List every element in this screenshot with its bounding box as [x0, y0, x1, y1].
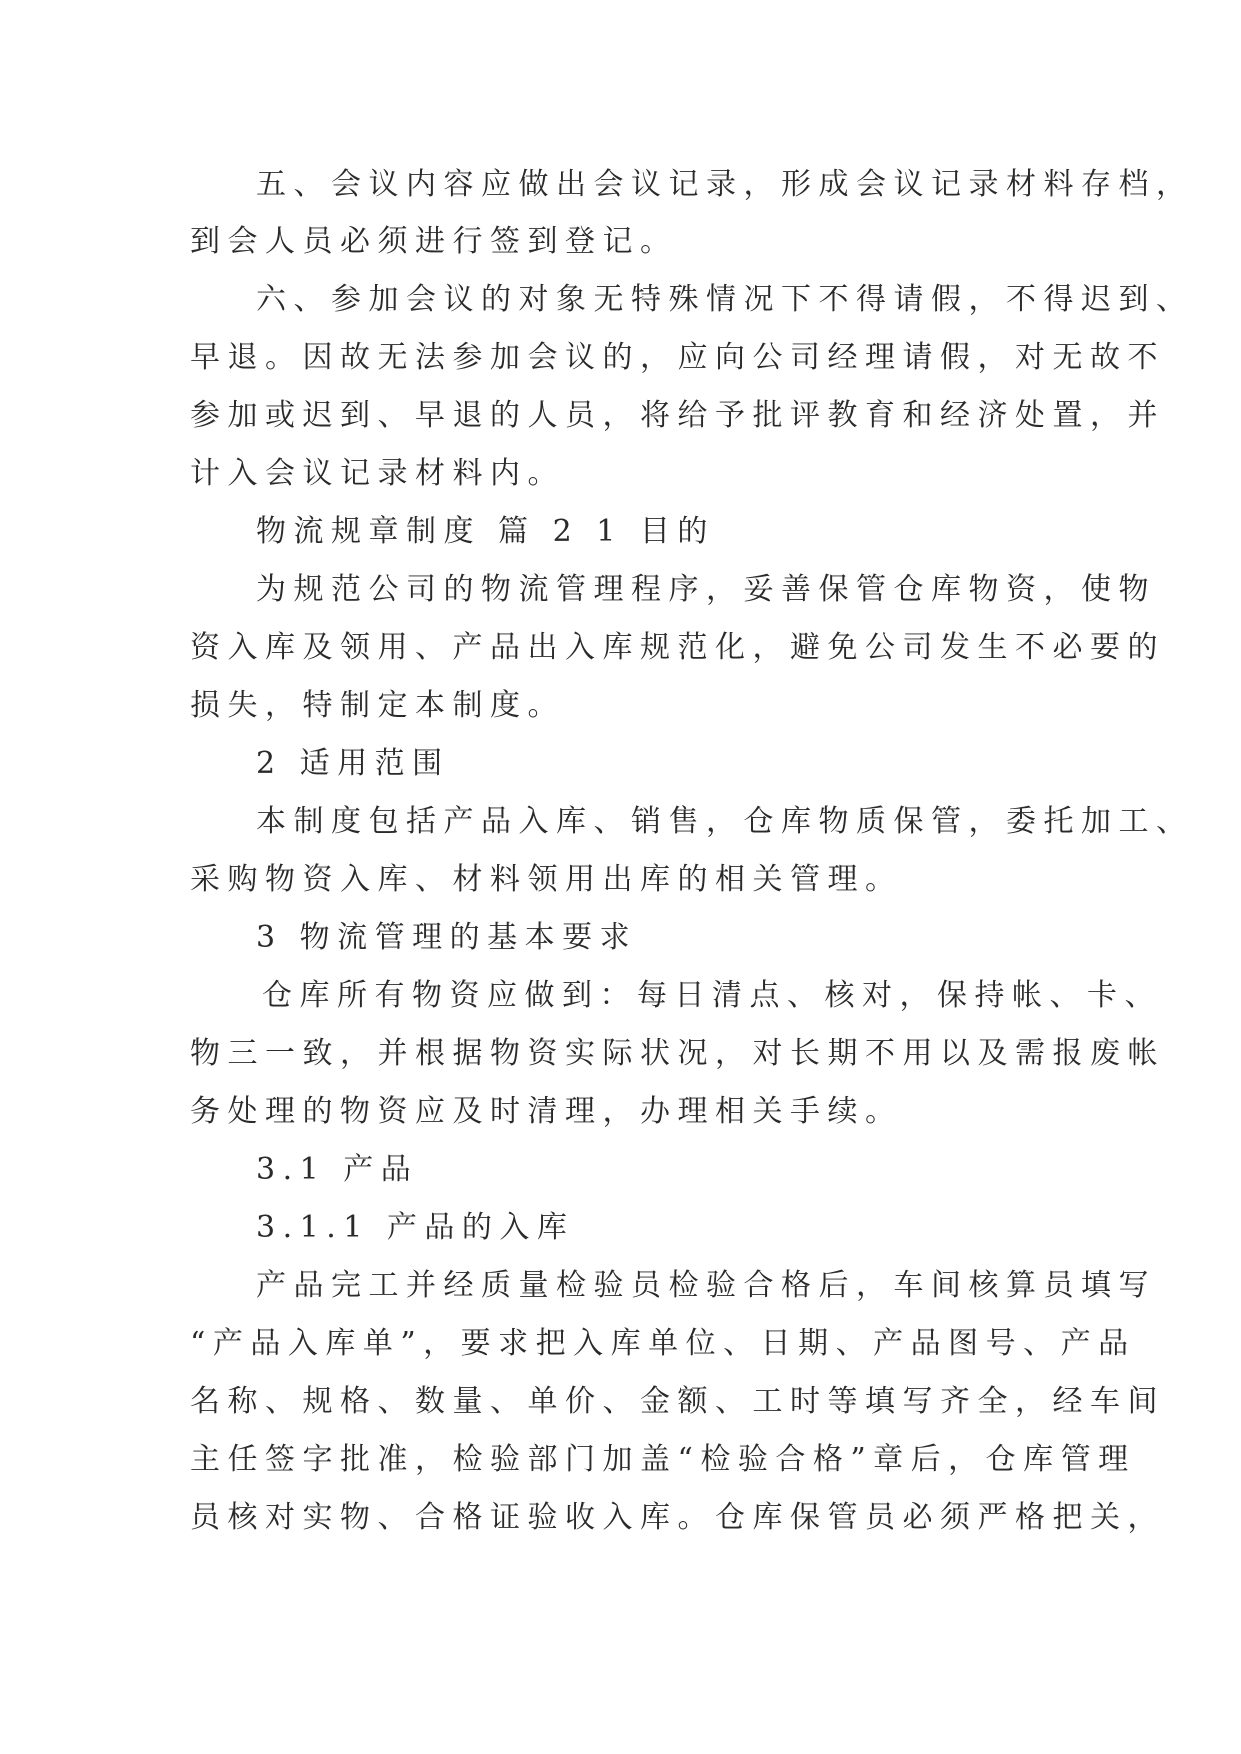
paragraph-line: 损失，特制定本制度。: [190, 688, 565, 723]
paragraph-line: 物三一致，并根据物资实际状况，对长期不用以及需报废帐: [190, 1036, 1165, 1071]
paragraph-line: 计入会议记录材料内。: [190, 456, 565, 491]
paragraph-line: 五、会议内容应做出会议记录，形成会议记录材料存档，: [256, 167, 1194, 202]
paragraph-line: 本制度包括产品入库、销售，仓库物质保管，委托加工、: [256, 804, 1194, 839]
paragraph-line: 资入库及领用、产品出入库规范化，避免公司发生不必要的: [190, 630, 1165, 665]
paragraph-line: 参加或迟到、早退的人员，将给予批评教育和经济处置，并: [190, 398, 1165, 433]
section-heading: 物流规章制度 篇 2 1 目的: [256, 514, 715, 549]
paragraph-line: 务处理的物资应及时清理，办理相关手续。: [190, 1094, 903, 1129]
section-heading: 3.1.1 产品的入库: [256, 1210, 575, 1245]
paragraph-line: 仓库所有物资应做到：每日清点、核对，保持帐、卡、: [262, 978, 1162, 1013]
section-heading: 2 适用范围: [256, 746, 450, 781]
paragraph-line: 六、参加会议的对象无特殊情况下不得请假，不得迟到、: [256, 282, 1194, 317]
section-heading: 3 物流管理的基本要求: [256, 920, 638, 955]
paragraph-line: 早退。因故无法参加会议的，应向公司经理请假，对无故不: [190, 340, 1165, 375]
paragraph-line: 到会人员必须进行签到登记。: [190, 224, 678, 259]
paragraph-line: “产品入库单”，要求把入库单位、日期、产品图号、产品: [190, 1326, 1136, 1361]
section-heading: 3.1 产品: [256, 1152, 419, 1187]
paragraph-line: 员核对实物、合格证验收入库。仓库保管员必须严格把关，: [190, 1500, 1165, 1535]
paragraph-line: 采购物资入库、材料领用出库的相关管理。: [190, 862, 903, 897]
paragraph-line: 名称、规格、数量、单价、金额、工时等填写齐全，经车间: [190, 1384, 1165, 1419]
paragraph-line: 主任签字批准，检验部门加盖“检验合格”章后，仓库管理: [190, 1442, 1136, 1477]
paragraph-line: 产品完工并经质量检验员检验合格后，车间核算员填写: [256, 1268, 1156, 1303]
paragraph-line: 为规范公司的物流管理程序，妥善保管仓库物资，使物: [256, 572, 1156, 607]
